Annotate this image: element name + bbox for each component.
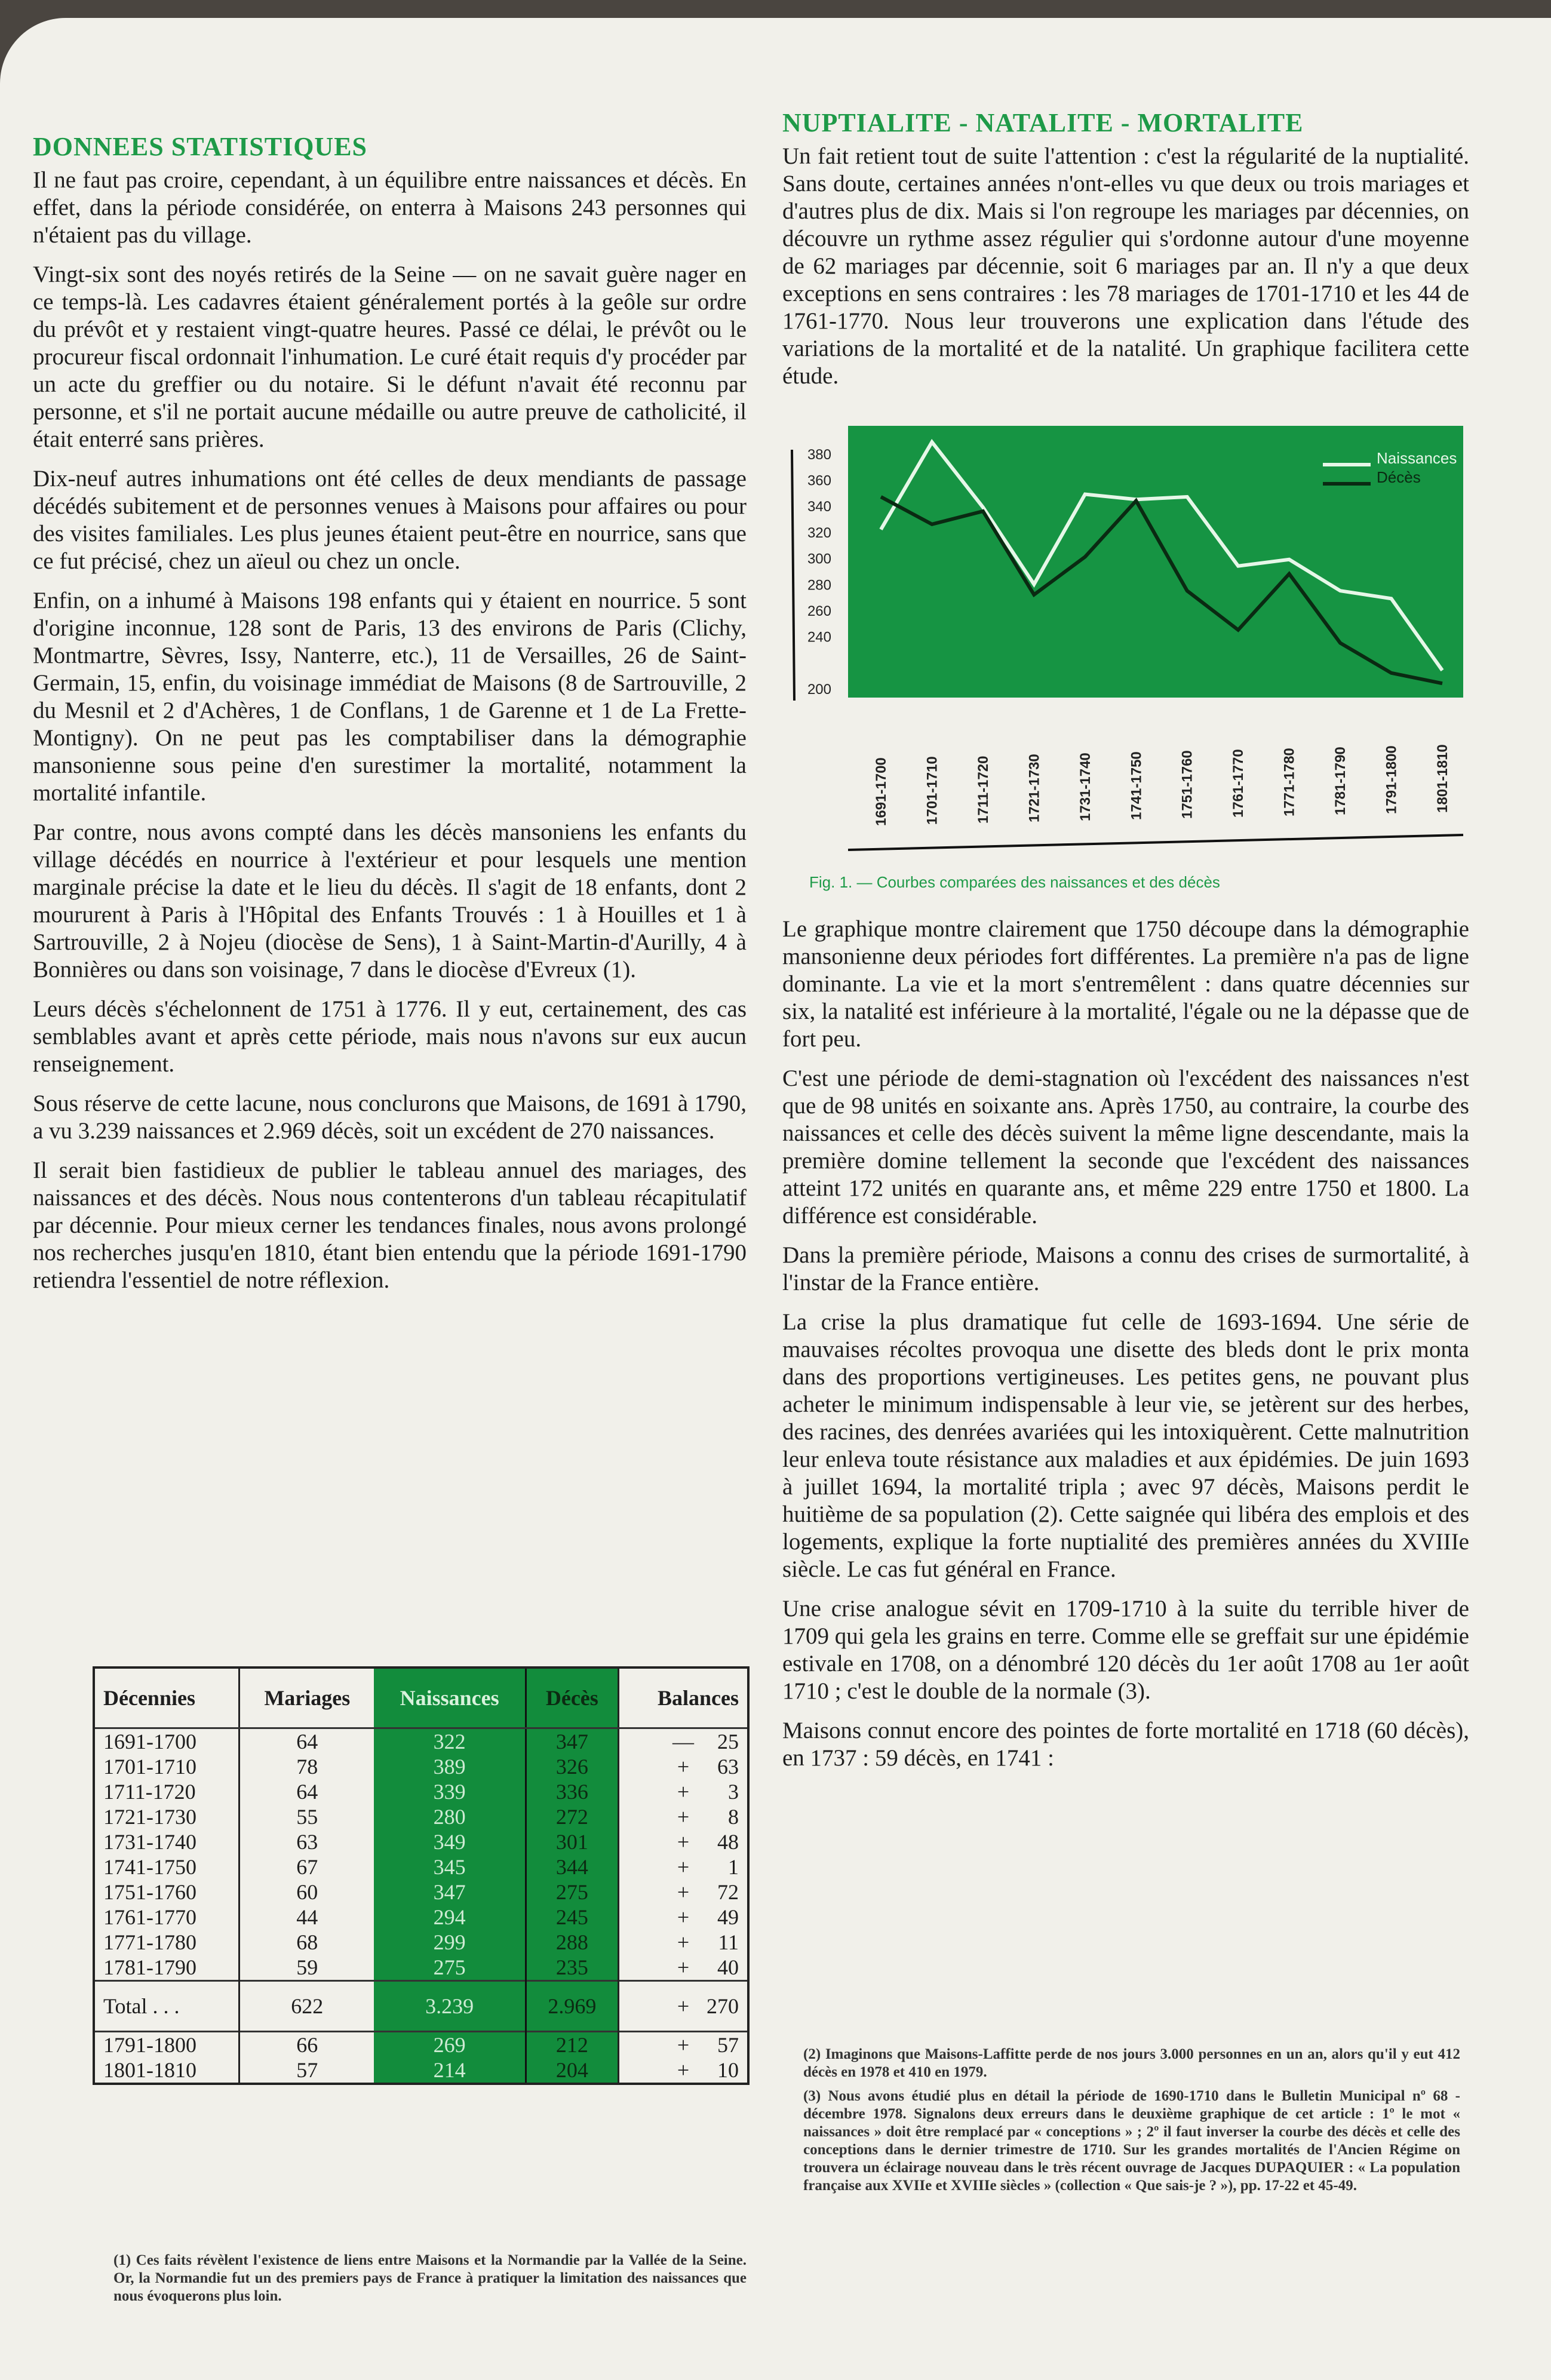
y-tick-label: 360 xyxy=(807,472,831,489)
paragraph: Le graphique montre clairement que 1750 découpe dans la démographie mansonienne deux périodes fort différentes. La première n'a pas de ligne dominante. La vie et la mort s'entremêlent : dans quatre décennies sur six, la natalité est inférieure à la mortalité, l'égale ou ne la dépasse que de fort peu. xyxy=(782,916,1469,1052)
balance-value: 1 xyxy=(728,1855,739,1879)
legend-label: Naissances xyxy=(1377,449,1457,467)
paragraph: C'est une période de demi-stagnation où l'excédent des naissances n'est que de 98 unités en soixante ans. Après 1750, au contraire, la courbe des naissances et celle des décès suivent la même ligne descendante, mais la première domine tellement la seconde que l'excédent des naissances atteint 172 unités en quarante ans, et même 229 entre 1750 et 1800. La différence est considérable. xyxy=(782,1065,1469,1229)
balance-value: 63 xyxy=(717,1755,739,1779)
cell-balance xyxy=(618,1930,748,1955)
cell-decennie: 1691-1700 xyxy=(94,1728,239,1755)
cell-deces: 245 xyxy=(526,1905,619,1930)
right-column xyxy=(782,108,1469,1784)
decade-statistics-table xyxy=(93,1666,750,2085)
balance-sign: + xyxy=(677,1880,690,1904)
balance-sign: + xyxy=(677,1955,690,1979)
y-tick-label: 380 xyxy=(807,446,831,463)
balance-sign: + xyxy=(677,1830,690,1854)
table-row xyxy=(94,1880,748,1905)
cell-naissances: 349 xyxy=(374,1829,526,1854)
cell-mariages: 63 xyxy=(296,1830,318,1854)
cell-mariages: 55 xyxy=(296,1805,318,1829)
cell-deces: 212 xyxy=(526,2032,619,2058)
cell-balance xyxy=(618,1754,748,1779)
cell-mariages: 59 xyxy=(296,1955,318,1979)
table-row xyxy=(94,1905,748,1930)
cell-mariages: 60 xyxy=(296,1880,318,1904)
table-row xyxy=(94,1829,748,1854)
footnote-text: (2) Imaginons que Maisons-Laffitte perde de nos jours 3.000 personnes en un an, alors qu'il y eut 412 décès en 1978 et 410 en 1979. xyxy=(803,2046,1460,2080)
cell-balance xyxy=(618,1829,748,1854)
balance-sign: + xyxy=(677,1855,690,1879)
cell-balance xyxy=(618,1880,748,1905)
y-tick-label: 320 xyxy=(807,524,831,541)
total-naissances: 3.239 xyxy=(374,1981,526,2032)
cell-naissances: 214 xyxy=(374,2057,526,2084)
y-tick-label: 260 xyxy=(807,603,831,619)
cell-decennie: 1711-1720 xyxy=(94,1779,239,1804)
balance-sign: + xyxy=(677,2058,690,2082)
footnotes-2-3 xyxy=(803,2046,1460,2201)
y-tick-label: 300 xyxy=(807,551,831,567)
y-tick-label: 200 xyxy=(807,681,831,698)
balance-sign: + xyxy=(677,1780,690,1804)
y-tick-label: 240 xyxy=(807,629,831,646)
x-tick-label: 1781-1790 xyxy=(1332,747,1349,815)
paragraph: Par contre, nous avons compté dans les décès mansoniens les enfants du village décédés en nourrice à l'extérieur et pour lesquels une mention marginale précise la date et le lieu du décès. Il s'agit de 18 enfants, dont 2 moururent à Paris à l'Hôpital des Enfants Trouvés : 1 à Houilles et 1 à Sartrouville, 2 à Nojeu (diocèse de Sens), 1 à Saint-Martin-d'Aurilly, 4 à Bonnières ou dans son voisinage, 7 dans le diocèse d'Evreux (1). xyxy=(33,819,747,982)
document-page xyxy=(0,18,1551,2380)
chart-plot-area xyxy=(848,426,1463,698)
x-tick-label: 1751-1760 xyxy=(1179,750,1196,819)
cell-balance xyxy=(618,2032,748,2058)
x-tick-label: 1791-1800 xyxy=(1383,745,1400,814)
balance-sign: + xyxy=(677,1994,690,2018)
cell-deces: 204 xyxy=(526,2057,619,2084)
cell-deces: 301 xyxy=(526,1829,619,1854)
total-deces: 2.969 xyxy=(526,1981,619,2032)
cell-balance xyxy=(618,1804,748,1829)
cell-deces: 272 xyxy=(526,1804,619,1829)
balance-value: 57 xyxy=(717,2033,739,2057)
x-tick-label: 1731-1740 xyxy=(1077,753,1094,821)
cell-balance xyxy=(618,1955,748,1981)
paragraph: Maisons connut encore des pointes de forte mortalité en 1718 (60 décès), en 1737 : 59 décès, en 1741 : xyxy=(782,1718,1469,1771)
cell-naissances: 347 xyxy=(374,1880,526,1905)
balance-value: 40 xyxy=(717,1955,739,1979)
cell-mariages: 64 xyxy=(296,1730,318,1753)
cell-decennie: 1781-1790 xyxy=(94,1955,239,1981)
paragraph: Dix-neuf autres inhumations ont été celles de deux mendiants de passage décédés subitement et de personnes venues à Maisons pour affaires ou pour des visites familiales. Les plus jeunes étaient peut-être en nourrice, sans que ce fut précisé, chez un aïeul ou chez un oncle. xyxy=(33,466,747,574)
footnote-text: (1) Ces faits révèlent l'existence de liens entre Maisons et la Normandie par la Vallée de la Seine. Or, la Normandie fut un des premiers pays de France à pratiquer la limitation des naissances que nous évoquerons plus loin. xyxy=(113,2252,747,2304)
table-total xyxy=(94,1981,748,2032)
x-tick-labels xyxy=(873,744,1451,826)
header-naissances: Naissances xyxy=(374,1667,526,1728)
cell-deces: 347 xyxy=(526,1728,619,1755)
figure-caption: Fig. 1. — Courbes comparées des naissances et des décès xyxy=(809,873,1220,891)
total-row xyxy=(94,1981,748,2032)
cell-mariages: 66 xyxy=(239,2032,374,2058)
balance-value: 49 xyxy=(717,1905,739,1929)
section-heading-donnees: DONNEES STATISTIQUES xyxy=(33,132,368,161)
cell-mariages: 68 xyxy=(296,1930,318,1954)
cell-decennie: 1771-1780 xyxy=(94,1930,239,1955)
balance-value: 11 xyxy=(718,1930,739,1954)
y-tick-label: 340 xyxy=(807,499,831,515)
balance-sign: + xyxy=(677,2033,690,2057)
x-tick-label: 1701-1710 xyxy=(924,756,941,825)
cell-naissances: 299 xyxy=(374,1930,526,1955)
paragraph: Dans la première période, Maisons a connu des crises de surmortalité, à l'instar de la France entière. xyxy=(782,1242,1469,1295)
paragraph: Il ne faut pas croire, cependant, à un équilibre entre naissances et décès. En effet, dans la période considérée, on enterra à Maisons 243 personnes qui n'étaient pas du village. xyxy=(33,167,747,248)
cell-mariages: 57 xyxy=(296,2058,318,2082)
paragraph: Une crise analogue sévit en 1709-1710 à la suite du terrible hiver de 1709 qui gela les grains en terre. Comme elle se greffait sur une épidémie estivale en 1708, on a dénombré 120 décès du 1er août 1708 au 1er août 1710 ; c'est le double de la normale (3). xyxy=(782,1596,1469,1704)
total-label: Total . . . xyxy=(94,1981,239,2032)
x-tick-label: 1771-1780 xyxy=(1281,748,1298,816)
y-tick-label: 280 xyxy=(807,577,831,594)
paragraph: Sous réserve de cette lacune, nous conclurons que Maisons, de 1691 à 1790, a vu 3.239 naissances et 2.969 décès, soit un excédent de 270 naissances. xyxy=(33,1091,747,1144)
y-tick-labels xyxy=(807,447,831,698)
cell-naissances: 269 xyxy=(374,2032,526,2058)
x-tick-label: 1801-1810 xyxy=(1435,744,1451,813)
cell-naissances: 389 xyxy=(374,1754,526,1779)
cell-decennie: 1731-1740 xyxy=(94,1829,239,1854)
x-tick-label: 1721-1730 xyxy=(1026,754,1043,822)
cell-naissances: 280 xyxy=(374,1804,526,1829)
cell-naissances: 294 xyxy=(374,1905,526,1930)
balance-value: 25 xyxy=(717,1730,739,1753)
cell-deces: 288 xyxy=(526,1930,619,1955)
header-balances: Balances xyxy=(618,1667,748,1728)
cell-decennie: 1741-1750 xyxy=(94,1854,239,1880)
cell-naissances: 322 xyxy=(374,1728,526,1755)
balance-sign: — xyxy=(672,1730,694,1753)
total-balance xyxy=(618,1981,748,2032)
cell-naissances: 275 xyxy=(374,1955,526,1981)
cell-mariages: 78 xyxy=(296,1755,318,1779)
x-tick-label: 1711-1720 xyxy=(975,756,991,824)
cell-balance xyxy=(618,1779,748,1804)
cell-decennie: 1721-1730 xyxy=(94,1804,239,1829)
cell-mariages: 64 xyxy=(296,1780,318,1804)
total-mariages: 622 xyxy=(239,1981,374,2032)
table-row xyxy=(94,1728,748,1755)
footnote-text: (3) Nous avons étudié plus en détail la période de 1690-1710 dans le Bulletin Municipal nº 68 - décembre 1978. Signalons deux erreurs dans le deuxième graphique de cet article : 1º le mot « naissances » doit être remplacé par « conceptions » ; 2º il faut inverser la courbe des décès et celle des conceptions dans le dernier trimestre de 1710. Sur les grandes mortalités de l'Ancien Régime on trouvera un éclairage nouveau dans le très récent ouvrage de Jacques DUPAQUIER : « La population française aux XVIIe et XVIIIe siècles » (collection « Que sais-je ? »), pp. 17-22 et 45-49. xyxy=(803,2088,1460,2194)
paragraph: Enfin, on a inhumé à Maisons 198 enfants qui y étaient en nourrice. 5 sont d'origine inconnue, 128 sont de Paris, 13 des environs de Paris (Clichy, Montmartre, Sèvres, Issy, Nanterre, etc.), 11 de Versailles, 26 de Saint-Germain, 15, enfin, du voisinage immédiat de Maisons (8 de Sartrouville, 2 du Mesnil et 2 d'Achères, 1 de Conflans, 1 de Garenne et 1 de La Frette-Montigny). On ne peut pas les comptabiliser dans la démographie mansonienne sous peine d'en surestimer la mortalité, notamment la mortalité infantile. xyxy=(33,588,747,806)
cell-naissances: 339 xyxy=(374,1779,526,1804)
y-axis-line xyxy=(792,450,794,701)
cell-decennie: 1761-1770 xyxy=(94,1905,239,1930)
cell-deces: 344 xyxy=(526,1854,619,1880)
balance-value: 48 xyxy=(717,1830,739,1854)
table-body-main xyxy=(94,1728,748,1981)
cell-balance xyxy=(618,1728,748,1755)
cell-balance xyxy=(618,1854,748,1880)
cell-deces: 275 xyxy=(526,1880,619,1905)
paragraph: Il serait bien fastidieux de publier le tableau annuel des mariages, des naissances et des décès. Nous nous contenterons d'un tableau récapitulatif par décennie. Pour mieux cerner les tendances finales, nous avons prolongé nos recherches jusqu'en 1810, étant bien entendu que la période 1691-1790 retiendra l'essentiel de notre réflexion. xyxy=(33,1157,747,1293)
table-row xyxy=(94,1854,748,1880)
cell-deces: 235 xyxy=(526,1955,619,1981)
chart-figure xyxy=(782,408,1469,892)
paragraph: La crise la plus dramatique fut celle de 1693-1694. Une série de mauvaises récoltes provoqua une disette des bleds dont le prix monta dans des proportions vertigineuses. Les petites gens, ne pouvant plus acheter le minimum indispensable à leur vie, se jetèrent sur des herbes, des racines, des denrées avariées qui les intoxiquèrent. Cette malnutrition leur enleva toute résistance aux maladies et aux épidémies. De juin 1693 à juillet 1694, la mortalité tripla ; avec 97 décès, Maisons perdit le huitième de sa population (2). Cette saignée qui libéra des emplois et des logements, explique la forte nuptialité des premières années du XVIIIe siècle. Le cas fut général en France. xyxy=(782,1309,1469,1582)
cell-balance xyxy=(618,1905,748,1930)
cell-deces: 336 xyxy=(526,1779,619,1804)
paragraph: Vingt-six sont des noyés retirés de la Seine — on ne savait guère nager en ce temps-là. Les cadavres étaient généralement portés à la geôle sur ordre du prévôt et y restaient vingt-quatre heures. Passé ce délai, le prévôt ou le procureur fiscal ordonnait l'inhumation. Le curé était requis d'y procéder par un acte du greffier ou du notaire. Si le défunt n'avait été reconnu par personne, et s'il ne portait aucune médaille ou autre preuve de catholicité, il était enterré sans prières. xyxy=(33,262,747,452)
table-row xyxy=(94,2057,748,2084)
cell-mariages: 67 xyxy=(296,1855,318,1879)
x-tick-label: 1691-1700 xyxy=(873,757,889,826)
balance-value: 3 xyxy=(728,1780,739,1804)
table-row xyxy=(94,1779,748,1804)
table-body-extra xyxy=(94,2032,748,2084)
x-tick-label: 1741-1750 xyxy=(1128,751,1145,820)
right-body xyxy=(782,916,1469,1772)
cell-decennie: 1801-1810 xyxy=(94,2057,239,2084)
balance-value: 10 xyxy=(717,2058,739,2082)
cell-mariages: 44 xyxy=(296,1905,318,1929)
left-column xyxy=(33,131,747,1306)
balance-sign: + xyxy=(677,1805,690,1829)
x-tick-label: 1761-1770 xyxy=(1230,749,1247,818)
balance-value: 72 xyxy=(717,1880,739,1904)
balance-value: 8 xyxy=(728,1805,739,1829)
x-axis-baseline xyxy=(848,835,1463,850)
table-row xyxy=(94,1955,748,1981)
cell-decennie: 1751-1760 xyxy=(94,1880,239,1905)
cell-decennie: 1701-1710 xyxy=(94,1754,239,1779)
header-deces: Décès xyxy=(526,1667,619,1728)
section-heading-nuptialite: NUPTIALITE - NATALITE - MORTALITE xyxy=(782,108,1304,137)
cell-deces: 326 xyxy=(526,1754,619,1779)
header-mariages: Mariages xyxy=(239,1667,374,1728)
table-row xyxy=(94,1804,748,1829)
header-decennies: Décennies xyxy=(94,1667,239,1728)
balance-sign: + xyxy=(677,1905,690,1929)
footnote-1 xyxy=(113,2252,747,2311)
cell-decennie: 1791-1800 xyxy=(94,2032,239,2058)
paragraph: Leurs décès s'échelonnent de 1751 à 1776. Il y eut, certainement, des cas semblables avant et après cette période, mais nous n'avons sur eux aucun renseignement. xyxy=(33,996,747,1077)
paragraph: Un fait retient tout de suite l'attention : c'est la régularité de la nuptialité. Sans doute, certaines années n'ont-elles vu que deux ou trois mariages et d'autres plus de dix. Mais si l'on regroupe les mariages par décennies, on découvre un rythme assez régulier qui s'ordonne autour d'une moyenne de 62 mariages par décennie, soit 6 mariages par an. Il n'y a que deux exceptions en sens contraires : les 78 mariages de 1701-1710 et les 44 de 1761-1770. Nous leur trouverons une explication dans l'étude des variations de la mortalité et de la natalité. Un graphique facilitera cette étude. xyxy=(782,143,1469,389)
balance-value: 270 xyxy=(707,1994,739,2018)
balance-sign: + xyxy=(677,1930,690,1954)
table-row xyxy=(94,1930,748,1955)
table-row xyxy=(94,2032,748,2058)
cell-naissances: 345 xyxy=(374,1854,526,1880)
line-chart xyxy=(782,408,1469,868)
table-row xyxy=(94,1754,748,1779)
legend-label: Décès xyxy=(1377,468,1421,486)
balance-sign: + xyxy=(677,1755,690,1779)
cell-balance xyxy=(618,2057,748,2084)
